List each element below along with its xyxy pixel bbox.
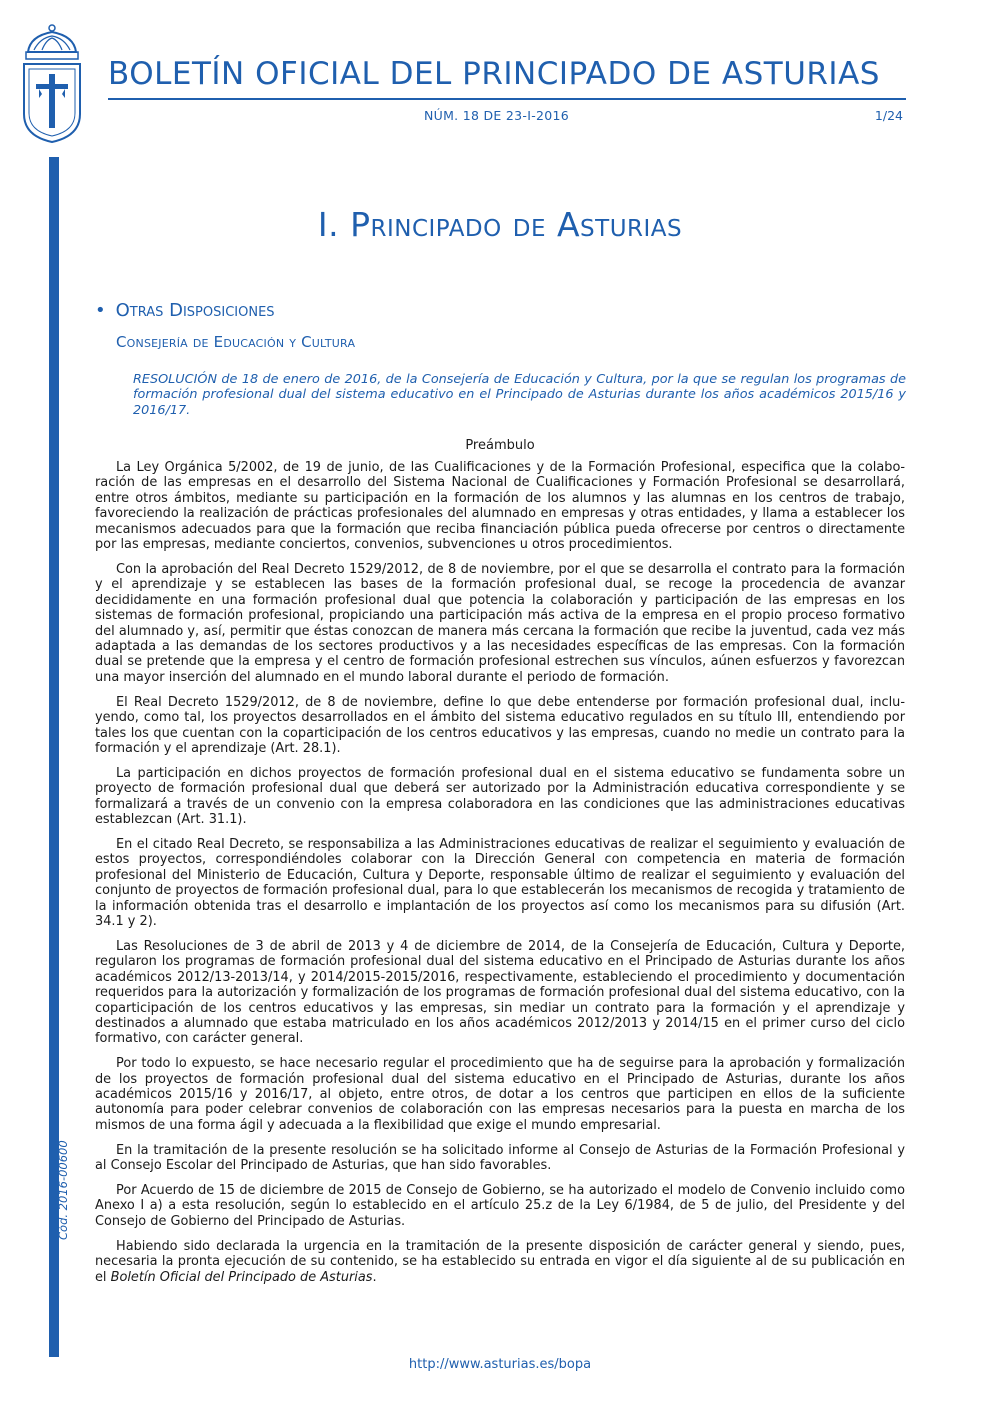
paragraph: El Real Decreto 1529/2012, de 8 de noviembre, define lo que debe entenderse por formación profesional dual, incluyendo, como tal, los proyectos desarrollados en el ámbito del sistema educativo regulados en su título III, entendiendo por tales los que cuentan con la coparticipación de los centros educativos y las empresas, cuando no medie un contrato para la formación y el aprendizaje (Art. 28.1). (95, 694, 905, 756)
masthead-title: BOLETÍN OFICIAL DEL PRINCIPADO DE ASTURIAS (108, 56, 880, 92)
subsection-heading (95, 300, 275, 321)
paragraph: La participación en dichos proyectos de formación profesional dual en el sistema educativo se fundamenta sobre un proyecto de formación profesional dual que deberá ser autorizado por la Administración educativa correspondiente y se formalizará a través de un convenio con la empresa colaboradora en las condiciones que las administraciones educativas establezcan (Art. 31.1). (95, 765, 905, 828)
page-number: 1/24 (874, 108, 903, 123)
preamble-heading: Preámbulo (465, 438, 535, 453)
paragraph: Por todo lo expuesto, se hace necesario regular el procedimiento que ha de seguirse para la aprobación y formalización de los proyectos de formación profesional dual del sistema educativo en el Principado de Asturias, durante los años académicos 2015/16 y 2016/17, al objeto, entre otros, de dotar a los centros que participen en ellos de la suficiente autonomía para poder celebrar convenios de colaboración con las empresas necesarios para la puesta en marcha de los mismos de una forma ágil y adecuada a la flexibilidad que exige el mundo empresarial. (95, 1056, 905, 1133)
paragraph: Las Resoluciones de 3 de abril de 2013 y 4 de diciembre de 2014, de la Consejería de Educación, Cultura y Deporte, regularon los programas de formación profesional dual del sistema educativo en el Principado de Asturias durante los años académicos 2012/13-2013/14, y 2014/2015-2015/2016, respectivamente, estableciendo el procedimiento y documentación requeridos para la autorización y formalización de los programas de formación profesional dual del sistema educativo, con la coparticipación de los centros educativos y las empresas, sin mediar un contrato para la formación y el aprendizaje y destinados a alumnado que estaba matriculado en los años académicos 2012/2013 y 2014/15 en el primer curso del ciclo formativo, con carácter general. (95, 938, 905, 1047)
asturias-cross-crest-icon (20, 22, 84, 144)
department-heading: Consejería de Educación y Cultura (116, 333, 356, 351)
resolution-summary: RESOLUCIÓN de 18 de enero de 2016, de la Consejería de Educación y Cultura, por la que se regulan los programas de formación profesional dual del sistema educativo en el Principado de Asturias durante los años académicos 2015/16 y 2016/17. (133, 372, 906, 418)
paragraph-last (95, 1239, 905, 1285)
document-body (95, 460, 905, 1295)
issue-number: NÚM. 18 DE 23-I-2016 (424, 108, 570, 123)
paragraph: Por Acuerdo de 15 de diciembre de 2015 de Consejo de Gobierno, se ha autorizado el modelo de Convenio incluido como Anexo I a) a esta resolución, según lo establecido en el artículo 25.z de la Ley 6/1984, de 5 de julio, del Presidente y del Consejo de Gobierno del Principado de Asturias. (95, 1183, 905, 1229)
paragraph: La Ley Orgánica 5/2002, de 19 de junio, de las Cualificaciones y de la Formación Profesional, especifica que la colaboración de las empresas en el desarrollo del Sistema Nacional de Cualificaciones y Formación Profesional se desarrollará, entre otros ámbitos, mediante su participación en la formación de los alumnos y las alumnas en los centros de trabajo, favoreciendo la realización de prácticas profesionales del alumnado en empresas y otras entidades, y llama a establecer los mecanismos adecuados para que la formación que reciba financiación pública pueda ofrecerse por centros o directamente por las empresas, mediante conciertos, convenios, subvenciones u otros procedimientos. (95, 460, 905, 553)
subsection-label: Otras Disposiciones (115, 300, 275, 321)
paragraph: Con la aprobación del Real Decreto 1529/2012, de 8 de noviembre, por el que se desarrolla el contrato para la formación y el aprendizaje y se establecen las bases de la formación profesional dual, se recoge la procedencia de avanzar decididamente en una formación profesional dual que potencia la colaboración y participación de las empresas en los sistemas de formación profesional, propiciando una participación más activa de la empresa en el propio proceso formativo del alumnado y, así, permitir que éstas conozcan de manera más cercana la formación que recibe la juventud, cada vez más adaptada a las demandas de los sectores productivos y a las necesidades específicas de las empresas. Con la formación dual se pretende que la empresa y el centro de formación profesional estrechen sus vínculos, aúnen esfuerzos y favorezcan una mayor inserción del alumnado en el mundo laboral durante el periodo de formación. (95, 561, 905, 685)
paragraph: En el citado Real Decreto, se responsabiliza a las Administraciones educativas de realizar el seguimiento y evaluación de estos proyectos, correspondiéndoles colaborar con la Dirección General con competencia en materia de formación profesional del Ministerio de Educación, Cultura y Deporte, responsable último de realizar el seguimiento y evaluación del conjunto de proyectos de formación profesional dual, para lo que establecerán los mecanismos de recogida y tratamiento de la información obtenida tras el desarrollo e implantación de los proyectos así como los mecanismos para su difusión (Art. 34.1 y 2). (95, 836, 905, 929)
footer-link[interactable]: http://www.asturias.es/bopa (408, 1357, 592, 1372)
paragraph-text: Habiendo sido declarada la urgencia en la tramitación de la presente disposición de carácter general y siendo, pues, necesaria la pronta ejecución de su contenido, se ha establecido su entrada en vigor el día siguiente al de su publicación en el (95, 1238, 905, 1285)
document-code: Cód. 2016-00600 (56, 1140, 70, 1240)
bullet-icon: • (95, 300, 106, 321)
section-title: I. Principado de Asturias (317, 205, 683, 244)
paragraph: En la tramitación de la presente resolución se ha solicitado informe al Consejo de Asturias de la Formación Profesional y al Consejo Escolar del Principado de Asturias, que han sido favorables. (95, 1142, 905, 1174)
paragraph-end: . (372, 1269, 377, 1285)
masthead-divider (108, 98, 906, 100)
bulletin-name-italic: Boletín Oficial del Principado de Asturias (110, 1269, 373, 1285)
